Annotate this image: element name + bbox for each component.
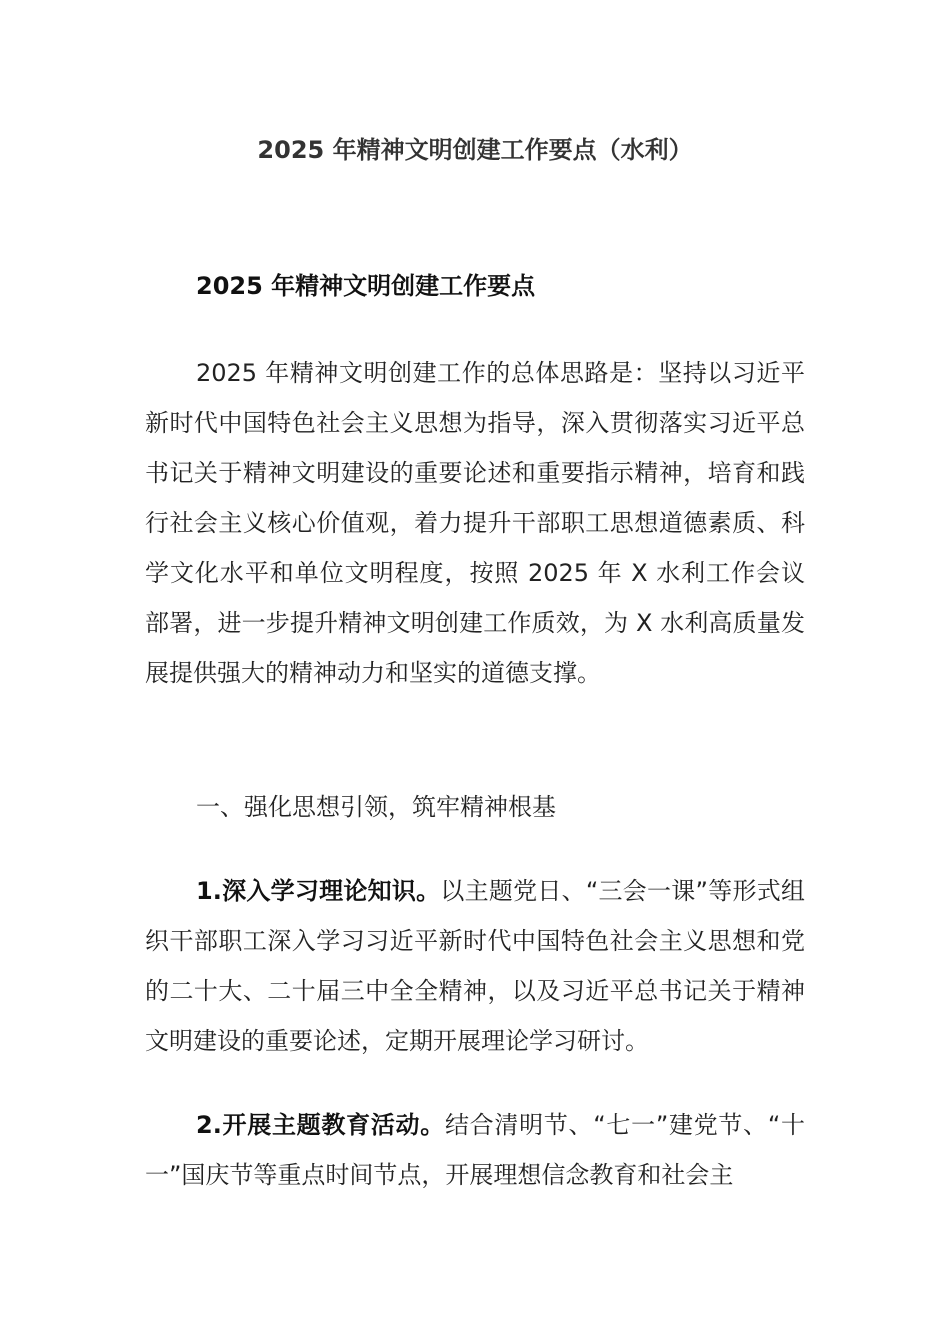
item-1-lead: 1.深入学习理论知识。: [196, 877, 441, 905]
document-title: 2025 年精神文明创建工作要点（水利）: [257, 136, 693, 164]
item-2-text: 结合清明节、“七一”建党节、“十一”国庆节等重点时间节点，开展理想信念教育和社会主: [145, 1111, 805, 1189]
item-paragraph-1: [145, 866, 805, 1066]
part-one-heading: 一、强化思想引领，筑牢精神根基: [196, 793, 556, 821]
item-paragraph-2: [145, 1100, 805, 1200]
item-1-text: 以主题党日、“三会一课”等形式组织干部职工深入学习习近平新时代中国特色社会主义思想和党的二十大、二十届三中全全精神，以及习近平总书记关于精神文明建设的重要论述，定期开展理论学习研讨。: [145, 877, 805, 1055]
intro-paragraph: 2025 年精神文明创建工作的总体思路是：坚持以习近平新时代中国特色社会主义思想为指导，深入贯彻落实习近平总书记关于精神文明建设的重要论述和重要指示精神，培育和践行社会主义核心价值观，着力提升干部职工思想道德素质、科学文化水平和单位文明程度，按照 2025 年 X 水利工作会议部署，进一步提升精神文明创建工作质效，为 X 水利高质量发展提供强大的精神动力和坚实的道德支撑。: [145, 359, 805, 687]
section-heading: 2025 年精神文明创建工作要点: [196, 272, 536, 300]
item-2-lead: 2.开展主题教育活动。: [196, 1111, 445, 1139]
